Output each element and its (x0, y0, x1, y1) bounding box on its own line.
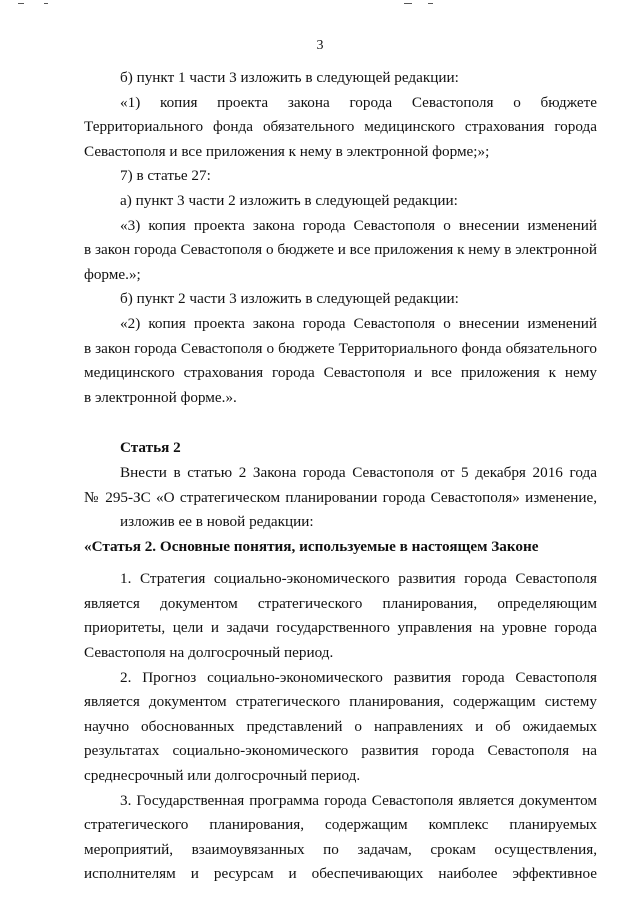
paragraph-line: «2) копия проекта закона города Севастополя о внесении изменений (120, 314, 597, 332)
article-heading: Статья 2 (120, 439, 181, 457)
paragraph-line: в закон города Севастополя о бюджете и все приложения к нему в электронной (84, 241, 597, 259)
paragraph-line: является документом стратегического планирования, определяющим (84, 594, 597, 612)
paragraph-line: изложив ее в новой редакции: (120, 513, 314, 531)
document-body (84, 66, 597, 887)
paragraph-line: 3. Государственная программа города Севастополя является документом (120, 791, 597, 809)
paragraph-line: а) пункт 3 части 2 изложить в следующей редакции: (120, 191, 458, 209)
paragraph-gap (84, 559, 597, 567)
paragraph-line: б) пункт 1 части 3 изложить в следующей редакции: (120, 69, 459, 86)
section-gap (84, 410, 597, 436)
paragraph-line: среднесрочный или долгосрочный период. (84, 767, 361, 785)
quoted-article-heading: «Статья 2. Основные понятия, используемые в настоящем Законе (84, 537, 539, 555)
paragraph-line: результатах социально-экономического развития города Севастополя на (84, 742, 597, 760)
paragraph-line: Севастополя и все приложения к нему в электронной форме;»; (84, 142, 490, 160)
paragraph-line: является документом стратегического планирования, содержащим систему (84, 693, 597, 711)
paragraph-line: Внести в статью 2 Закона города Севастополя от 5 декабря 2016 года (120, 463, 597, 481)
page-number: 3 (316, 38, 324, 53)
paragraph-line: «1) копия проекта закона города Севастополя о бюджете (120, 93, 597, 111)
paragraph-line: научно обоснованных представлений о направлениях и об ожидаемых (84, 717, 597, 735)
paragraph-line: № 295-ЗС «О стратегическом планировании города Севастополя» изменение, (84, 488, 597, 506)
scan-edge-marks (0, 0, 640, 12)
paragraph-line: 1. Стратегия социально-экономического развития города Севастополя (120, 570, 597, 588)
paragraph-line: в закон города Севастополя о бюджете Территориального фонда обязательного (84, 339, 597, 357)
paragraph-line: медицинского страхования города Севастополя и все приложения к нему (84, 364, 597, 382)
paragraph-line: форме.»; (84, 265, 141, 283)
paragraph-line: 7) в статье 27: (120, 167, 211, 185)
paragraph-line: исполнителям и ресурсам и обеспечивающих наиболее эффективное (84, 865, 597, 883)
paragraph-line: стратегического планирования, содержащим комплекс планируемых (84, 816, 597, 834)
paragraph-line: приоритеты, цели и задачи государственного управления на уровне города (84, 619, 597, 637)
paragraph-line: Территориального фонда обязательного медицинского страхования города (84, 118, 597, 136)
paragraph-line: мероприятий, взаимоувязанных по задачам, срокам осуществления, (84, 840, 597, 858)
paragraph-line: в электронной форме.». (84, 388, 237, 406)
paragraph-line: «3) копия проекта закона города Севастополя о внесении изменений (120, 216, 597, 234)
paragraph-line: Севастополя на долгосрочный период. (84, 644, 334, 662)
paragraph-line: б) пункт 2 части 3 изложить в следующей редакции: (120, 290, 459, 308)
paragraph-line: 2. Прогноз социально-экономического развития города Севастополя (120, 668, 597, 686)
